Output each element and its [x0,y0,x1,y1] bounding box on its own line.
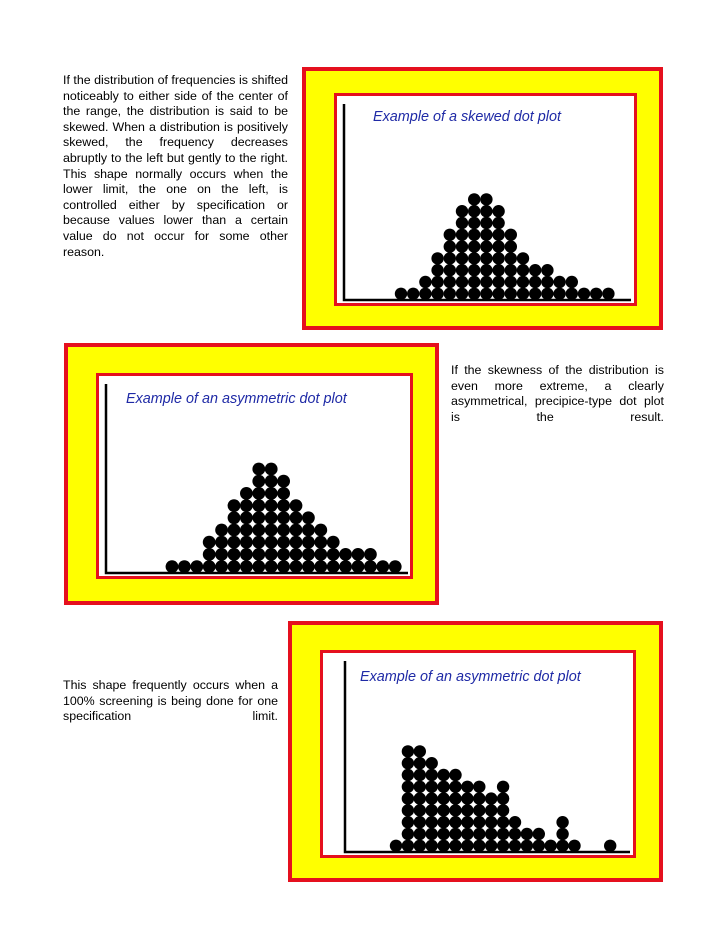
dot-plot-asymmetric [99,376,410,576]
data-dot [480,240,492,252]
data-dot [252,548,265,561]
data-dot [492,288,504,300]
data-dot [492,276,504,288]
data-dot [461,840,473,852]
data-dot [449,804,461,816]
data-dot [215,536,228,549]
data-dot [553,288,565,300]
data-dot [364,548,377,561]
data-dot [277,511,290,524]
data-dot [228,511,241,524]
data-dot [265,463,278,476]
data-dot [480,229,492,241]
data-dot [240,548,253,561]
data-dot [456,217,468,229]
data-dot [456,264,468,276]
data-dot [414,745,426,757]
data-dot [414,840,426,852]
data-dot [395,288,407,300]
data-dot [290,511,303,524]
data-dot [252,511,265,524]
data-dot [277,536,290,549]
data-dot [252,487,265,500]
data-dot [277,548,290,561]
data-dot [497,804,509,816]
data-dot [473,816,485,828]
data-dot [492,252,504,264]
data-dot [215,548,228,561]
data-dot [485,792,497,804]
data-dot [541,276,553,288]
data-dot [449,781,461,793]
data-dot [509,828,521,840]
data-dot [468,229,480,241]
data-dot [461,828,473,840]
data-dot [364,560,377,573]
data-dot [426,828,438,840]
data-dot [444,264,456,276]
data-dot [277,499,290,512]
data-dot [444,229,456,241]
data-dot [431,264,443,276]
data-dot [437,769,449,781]
data-dot [456,276,468,288]
data-dot [407,288,419,300]
data-dot [517,288,529,300]
plot-frame-skewed [302,67,663,330]
data-dot [166,560,179,573]
data-dot [203,548,216,561]
data-dot [449,816,461,828]
data-dot [302,511,315,524]
data-dot [414,816,426,828]
data-dot [277,487,290,500]
data-dot [497,828,509,840]
data-dot [578,288,590,300]
data-dot [492,229,504,241]
plot-panel-asymmetric [96,373,413,579]
data-dot [497,816,509,828]
data-dot [566,288,578,300]
data-dot [505,264,517,276]
data-dot [604,840,616,852]
data-dot [265,475,278,488]
data-dot [389,560,402,573]
data-dot [473,792,485,804]
plot-title-asymmetric: Example of an asymmetric dot plot [126,391,347,407]
data-dot [203,560,216,573]
data-dot [419,276,431,288]
data-dot [473,840,485,852]
data-dot [252,524,265,537]
paragraph-asymmetric: If the skewness of the distribution is even more extreme, a clearly asymmetrical, precipice-type dot plot is the result. [451,363,664,424]
data-dot [529,264,541,276]
data-dot [468,193,480,205]
data-dot [461,792,473,804]
data-dot [517,252,529,264]
data-dot [437,816,449,828]
data-dot [426,781,438,793]
paragraph-screening: This shape frequently occurs when a 100% screening is being done for one specification limit. [63,678,278,724]
data-dot [473,804,485,816]
data-dot [302,548,315,561]
data-dot [228,524,241,537]
data-dot [277,475,290,488]
data-dot [568,840,580,852]
data-dot [473,828,485,840]
data-dot [449,792,461,804]
data-dot [485,804,497,816]
data-dot [419,288,431,300]
data-dot [414,769,426,781]
data-dot [492,240,504,252]
dot-plot-skewed [337,96,634,303]
data-dot [265,560,278,573]
data-dot [352,548,365,561]
data-dot [402,769,414,781]
data-dot [468,205,480,217]
data-dot [290,548,303,561]
data-dot [414,757,426,769]
data-dot [517,264,529,276]
data-dot [521,840,533,852]
data-dot [509,840,521,852]
data-dot [314,560,327,573]
dot-plot-asymmetric-2 [323,653,633,855]
data-dot [468,276,480,288]
data-dot [556,840,568,852]
data-dot [402,792,414,804]
data-dot [215,524,228,537]
data-dot [444,252,456,264]
data-dot [456,288,468,300]
data-dot [431,252,443,264]
data-dot [339,548,352,561]
data-dot [437,792,449,804]
data-dot [431,288,443,300]
data-dot [437,840,449,852]
data-dot [190,560,203,573]
data-dot [566,276,578,288]
data-dot [402,804,414,816]
data-dot [497,792,509,804]
data-dot [468,252,480,264]
data-dot [252,475,265,488]
data-dot [480,217,492,229]
data-dot [426,757,438,769]
data-dot [265,536,278,549]
data-dot [602,288,614,300]
data-dot [414,792,426,804]
data-dot [302,524,315,537]
data-dot [505,240,517,252]
data-dot [480,276,492,288]
data-dot [290,524,303,537]
data-dot [497,840,509,852]
data-dot [426,792,438,804]
data-dot [402,781,414,793]
paragraph-skewed: If the distribution of frequencies is shifted noticeably to either side of the center of the range, the distribution is said to be skewed. When a distribution is positively skewed, the frequency decreases abruptly to the left but gently to the right. This shape normally occurs when the lower limit, the one on the left, is controlled either by specification or because values lower than a certain value do not occur for some other reason. [63,73,288,259]
data-dot [485,816,497,828]
data-dot [456,252,468,264]
data-dot [414,828,426,840]
data-dot [414,781,426,793]
data-dot [553,276,565,288]
data-dot [468,264,480,276]
data-dot [505,288,517,300]
data-dot [228,548,241,561]
data-dot [265,499,278,512]
data-dot [485,828,497,840]
data-dot [437,828,449,840]
data-dot [497,781,509,793]
data-dot [545,840,557,852]
data-dot [541,288,553,300]
data-dot [556,816,568,828]
data-dot [252,499,265,512]
data-dot [228,536,241,549]
data-dot [228,499,241,512]
data-dot [290,560,303,573]
data-dot [265,487,278,500]
data-dot [390,840,402,852]
data-dot [431,276,443,288]
data-dot [352,560,365,573]
plot-title-skewed: Example of a skewed dot plot [373,109,561,125]
data-dot [402,816,414,828]
data-dot [240,560,253,573]
data-dot [402,745,414,757]
data-dot [327,548,340,561]
data-dot [449,840,461,852]
data-dot [376,560,389,573]
data-dot [437,781,449,793]
data-dot [426,804,438,816]
data-dot [437,804,449,816]
data-dot [414,804,426,816]
data-dot [240,524,253,537]
data-dot [290,536,303,549]
data-dot [480,288,492,300]
data-dot [314,524,327,537]
data-dot [426,769,438,781]
data-dot [444,240,456,252]
data-dot [203,536,216,549]
data-dot [505,276,517,288]
data-dot [480,252,492,264]
data-dot [456,205,468,217]
data-dot [492,264,504,276]
plot-frame-asymmetric-2 [288,621,663,882]
data-dot [590,288,602,300]
data-dot [265,524,278,537]
data-dot [529,276,541,288]
data-dot [505,229,517,241]
data-dot [485,840,497,852]
data-dot [533,828,545,840]
data-dot [240,511,253,524]
data-dot [529,288,541,300]
data-dot [252,560,265,573]
data-dot [302,560,315,573]
data-dot [505,252,517,264]
data-dot [240,499,253,512]
data-dot [517,276,529,288]
plot-panel-skewed [334,93,637,306]
data-dot [265,548,278,561]
data-dot [228,560,241,573]
data-dot [178,560,191,573]
data-dot [456,240,468,252]
data-dot [314,548,327,561]
data-dot [215,560,228,573]
data-dot [314,536,327,549]
data-dot [444,288,456,300]
data-dot [240,536,253,549]
data-dot [327,536,340,549]
data-dot [402,828,414,840]
data-dot [468,288,480,300]
data-dot [402,840,414,852]
data-dot [444,276,456,288]
data-dot [327,560,340,573]
data-dot [461,804,473,816]
data-dot [492,217,504,229]
data-dot [265,511,278,524]
data-dot [509,816,521,828]
data-dot [533,840,545,852]
data-dot [480,193,492,205]
data-dot [402,757,414,769]
data-dot [426,840,438,852]
data-dot [480,264,492,276]
data-dot [556,828,568,840]
data-dot [480,205,492,217]
data-dot [302,536,315,549]
plot-frame-asymmetric [64,343,439,605]
data-dot [277,524,290,537]
data-dot [290,499,303,512]
data-dot [521,828,533,840]
data-dot [252,463,265,476]
data-dot [468,240,480,252]
data-dot [541,264,553,276]
data-dot [339,560,352,573]
data-dot [461,816,473,828]
plot-title-asymmetric-2: Example of an asymmetric dot plot [360,669,581,685]
data-dot [449,828,461,840]
plot-panel-asymmetric-2 [320,650,636,858]
data-dot [449,769,461,781]
data-dot [456,229,468,241]
data-dot [468,217,480,229]
data-dot [240,487,253,500]
data-dot [426,816,438,828]
data-dot [492,205,504,217]
data-dot [252,536,265,549]
data-dot [473,781,485,793]
data-dot [461,781,473,793]
data-dot [277,560,290,573]
